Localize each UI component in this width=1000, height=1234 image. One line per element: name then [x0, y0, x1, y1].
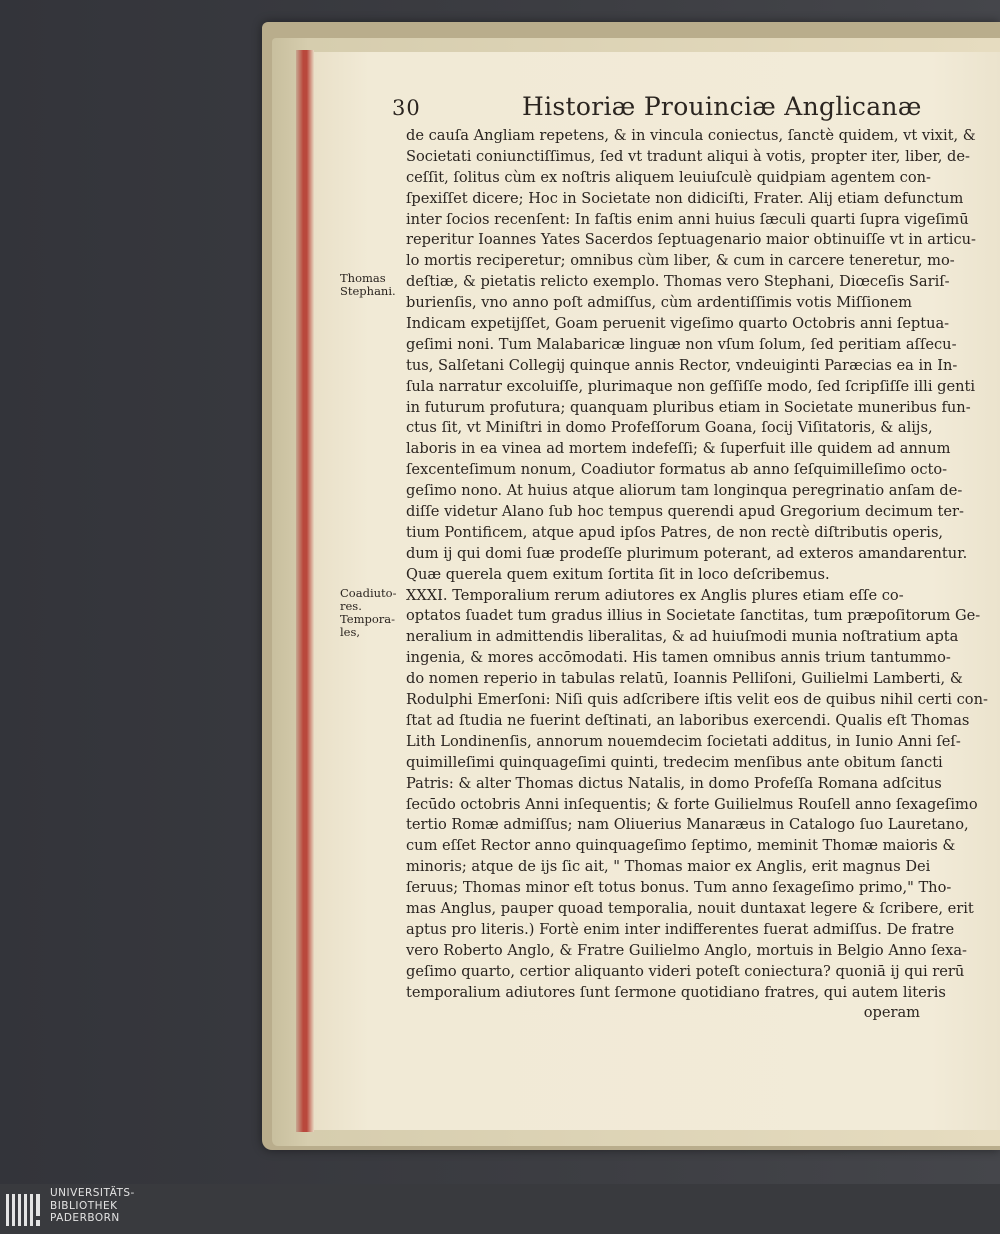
text-line: ſecūdo octobris Anni inſequentis; & forte Guilielmus Rouſell anno ſexageſimo [406, 795, 978, 813]
text-line: lo mortis reciperetur; omnibus cùm liber, & cum in carcere teneretur, mo- [406, 252, 955, 270]
text-line: neralium in admittendis liberalitas, & ad huiuſmodi munia noſtratium apta [406, 628, 959, 646]
text-line: geſimo nono. At huius atque aliorum tam longinqua peregrinatio anſam de- [406, 482, 963, 500]
text-line: quimilleſimi quinquageſimi quinti, tredecim menſibus ante obitum ſancti [406, 753, 943, 771]
text-line: do nomen reperio in tabulas relatū, Ioannis Pelliſoni, Guilielmi Lamberti, & [406, 670, 963, 688]
text-line: inter ſocios recenſent: In faſtis enim anni huius ſæculi quarti ſupra vigeſimū [406, 210, 969, 228]
page-number: 30 [392, 96, 421, 120]
text-line: Lith Londinenſis, annorum nouemdecim ſocietati additus, in Iunio Anni ſeſ- [406, 732, 961, 750]
margin-note-line: les, [340, 625, 361, 639]
margin-note-line: Tempora- [340, 612, 396, 626]
text-line: deſtiæ, & pietatis relicto exemplo. Thomas vero Stephani, Diœceſis Sariſ- [406, 273, 950, 291]
margin-note-line: Coadiuto- [340, 586, 397, 600]
text-line: ſula narratur excoluiſſe, plurimaque non geſſiſſe modo, ſed ſcripſiſſe illi genti [406, 377, 976, 395]
running-title: Historiæ Prouinciæ Anglicanæ [522, 92, 922, 121]
text-line: optatos ſuadet tum gradus illius in Societate ſanctitas, tum præpoſitorum Ge- [406, 607, 981, 625]
library-name [50, 1187, 135, 1225]
text-line: Patris: & alter Thomas dictus Natalis, in domo Profeſſa Romana adſcitus [406, 774, 942, 792]
text-line: XXXI. Temporalium rerum adiutores ex Anglis plures etiam eſſe co- [406, 586, 904, 604]
text-line: tertio Romæ admiſſus; nam Oliuerius Manaræus in Catalogo ſuo Lauretano, [406, 816, 969, 834]
text-line: tium Pontificem, atque apud ipſos Patres, de non rectè diſtributis operis, [406, 523, 944, 541]
text-line: aptus pro literis.) Fortè enim inter indifferentes fuerat admiſſus. De fratre [406, 920, 955, 938]
text-line: Rodulphi Emerſoni: Niſi quis adſcribere iſtis velit eos de quibus nihil certi con- [406, 691, 988, 709]
text-line: ſeruus; Thomas minor eſt totus bonus. Tum anno ſexageſimo primo," Tho- [406, 879, 952, 897]
library-footer [0, 1184, 1000, 1234]
margin-note-coadiutores [340, 587, 402, 639]
red-page-edge [296, 50, 314, 1132]
margin-note-line: res. [340, 599, 362, 613]
text-line: Quæ querela quem exitum ſortita ſit in loco deſcribemus. [406, 565, 830, 583]
text-line: geſimi noni. Tum Malabaricæ linguæ non vſum ſolum, ſed peritiam aſſecu- [406, 335, 957, 353]
text-line: ſexcenteſimum nonum, Coadiutor formatus ab anno ſeſquimilleſimo octo- [406, 461, 948, 479]
text-line: ceſſit, ſolitus cùm ex noſtris aliquem leuiuſculè quidpiam agentem con- [406, 168, 931, 186]
text-line: tus, Salſetani Collegij quinque annis Rector, vndeuiginti Paræcias ea in In- [406, 356, 958, 374]
text-line: Indicam expetijſſet, Goam peruenit vigeſimo quarto Octobris anni ſeptua- [406, 315, 950, 333]
catchword: operam [863, 1004, 920, 1022]
text-line: ſpexiſſet dicere; Hoc in Societate non didiciſti, Frater. Alij etiam defunctum [406, 189, 964, 207]
library-name-line: PADERBORN [50, 1212, 120, 1224]
text-line: de cauſa Angliam repetens, & in vincula coniectus, ſanctè quidem, vt vixit, & [406, 127, 976, 144]
text-line: vero Roberto Anglo, & Fratre Guilielmo Anglo, mortuis in Belgio Anno ſexa- [406, 941, 967, 959]
text-line: laboris in ea vinea ad mortem indefeſſi; & ſuperfuit ille quidem ad annum [406, 440, 951, 458]
margin-note-thomas-stephani [340, 272, 400, 298]
text-line: diſſe videtur Alano ſub hoc tempus querendi apud Gregorium decimum ter- [406, 503, 964, 521]
text-line: geſimo quarto, certior aliquanto videri poteſt coniectura? quoniā ij qui rerū [406, 962, 965, 980]
text-line: temporalium adiutores ſunt ſermone quotidiano fratres, qui autem literis [406, 983, 946, 1001]
library-name-line: BIBLIOTHEK [50, 1199, 118, 1212]
text-line: ſtat ad ſtudia ne fuerint deſtinati, an laboribus exercendi. Qualis eſt Thomas [406, 711, 970, 729]
body-text [406, 126, 988, 1024]
text-line: reperitur Ioannes Yates Sacerdos ſeptuagenario maior obtinuiſſe vt in articu- [406, 231, 976, 249]
text-line: ingenia, & mores accōmodati. His tamen omnibus annis trium tantummo- [406, 649, 951, 667]
text-line: dum ij qui domi ſuæ prodeſſe plurimum poterant, ad exteros amandarentur. [406, 544, 968, 562]
library-bars-icon [4, 1188, 46, 1230]
text-line: ctus ſit, vt Miniſtri in domo Profeſſorum Goana, ſocij Viſitatoris, & alijs, [406, 419, 933, 437]
text-line: burienſis, vno anno poſt admiſſus, cùm ardentiſſimis votis Miſſionem [406, 294, 912, 312]
margin-note-line: Thomas [340, 271, 386, 285]
text-line: Societati coniunctiſſimus, ſed vt tradunt aliqui à votis, propter iter, liber, de- [406, 147, 970, 165]
text-line: minoris; atque de ijs ſic ait, " Thomas maior ex Anglis, erit magnus Dei [406, 858, 931, 876]
text-line: cum eſſet Rector anno quinquageſimo ſeptimo, meminit Thomæ maioris & [406, 837, 956, 855]
text-line: in futurum profutura; quanquam pluribus etiam in Societate muneribus fun- [406, 398, 971, 416]
text-line: mas Anglus, pauper quoad temporalia, nouit duntaxat legere & ſcribere, erit [406, 899, 974, 917]
margin-note-line: Stephani. [340, 284, 396, 298]
library-name-line: UNIVERSITÄTS- [50, 1187, 135, 1199]
